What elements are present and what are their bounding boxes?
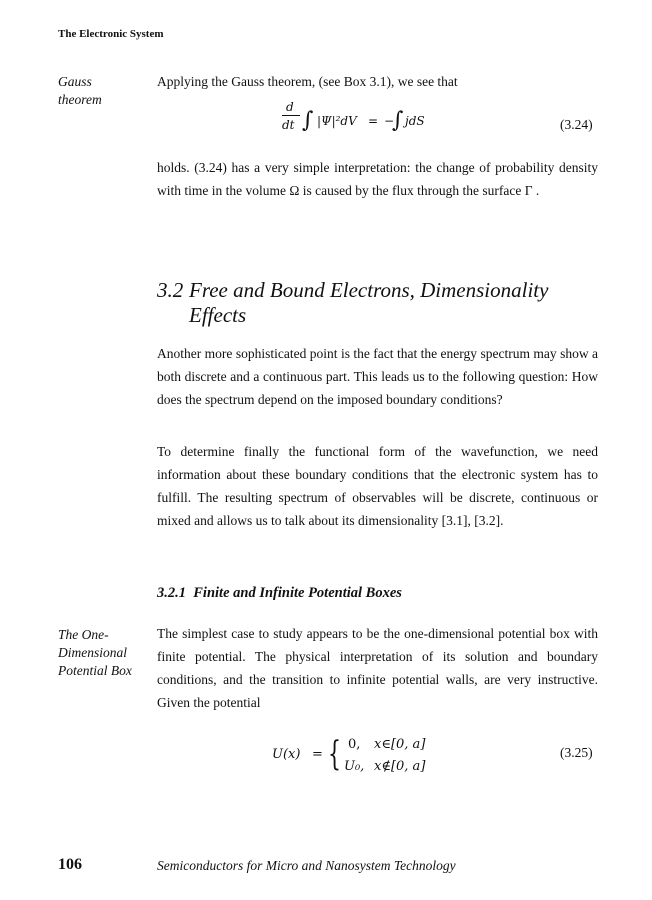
minus-sign: − [384,114,395,128]
fraction-numerator: d [286,100,294,114]
fraction-bar [282,115,300,116]
section-title-line1: Free and Bound Electrons, Dimensionality [189,278,549,302]
margin-note-line: Gauss [58,74,92,89]
equation-lhs: U(x) [272,747,301,762]
integral-sign-rhs: ∫ [392,108,404,133]
lhs-integrand: |Ψ|²dV [317,114,357,128]
subsection-number: 3.2.1 [157,585,186,601]
section-number: 3.2 [157,278,184,302]
margin-note-line: The One- [58,627,109,642]
section-heading-3-2 [157,278,587,328]
equation-number-3-24: (3.24) [560,117,593,132]
margin-note-line: Potential Box [58,663,132,678]
cases-brace: { [328,734,341,774]
margin-note-line: theorem [58,92,102,107]
equation-number-3-25: (3.25) [560,745,593,760]
subsection-heading-3-2-1 [157,585,402,602]
integral-sign: ∫ [302,108,314,133]
paragraph-after-equation: holds. (3.24) has a very simple interpretation: the change of probability density with time in the volume Ω is caused by the flux through the surface Γ . [157,160,598,198]
equation-3-24 [282,100,482,142]
fraction-d-dt [282,100,300,140]
equation-3-25 [272,735,472,781]
running-header: The Electronic System [58,28,164,40]
fraction-denominator: dt [282,118,295,132]
margin-note-gauss-theorem [58,73,153,109]
paragraph-spectrum: Another more sophisticated point is the fact that the energy spectrum may show a both discrete and a continuous part. This leads us to the following question: How does the spectrum depend on the imposed boundary conditions? [157,346,598,407]
case2-condition: x∉[0, a] [374,759,426,774]
page-number: 106 [58,856,82,873]
paragraph-potential-box: The simplest case to study appears to be the one-dimensional potential box with finite potential. The physical interpretation of its solution and boundary conditions, and the transition to infinite potential walls, are very instructive. Given the potential [157,626,598,710]
subsection-title: Finite and Infinite Potential Boxes [193,585,402,601]
case1-value: 0, [348,737,361,752]
margin-note-potential-box [58,626,153,680]
case1-condition: x∈[0, a] [374,737,426,752]
book-title: Semiconductors for Micro and Nanosystem Technology [157,858,456,873]
paragraph-intro: Applying the Gauss theorem, (see Box 3.1), we see that [157,74,458,89]
case2-value: U₀, [344,759,365,774]
margin-note-line: Dimensional [58,645,127,660]
paragraph-boundary-conditions: To determine finally the functional form of the wavefunction, we need information about these boundary conditions that the electronic system has to fulfill. The resulting spectrum of observables will be discrete, continuous or mixed and allows us to talk about its dimensionality [3.1], [3.2]. [157,444,598,528]
equals-sign: = [368,114,379,128]
section-title-line2: Effects [189,303,247,327]
rhs-integrand: jdS [405,114,425,128]
equals-sign: = [312,747,323,762]
